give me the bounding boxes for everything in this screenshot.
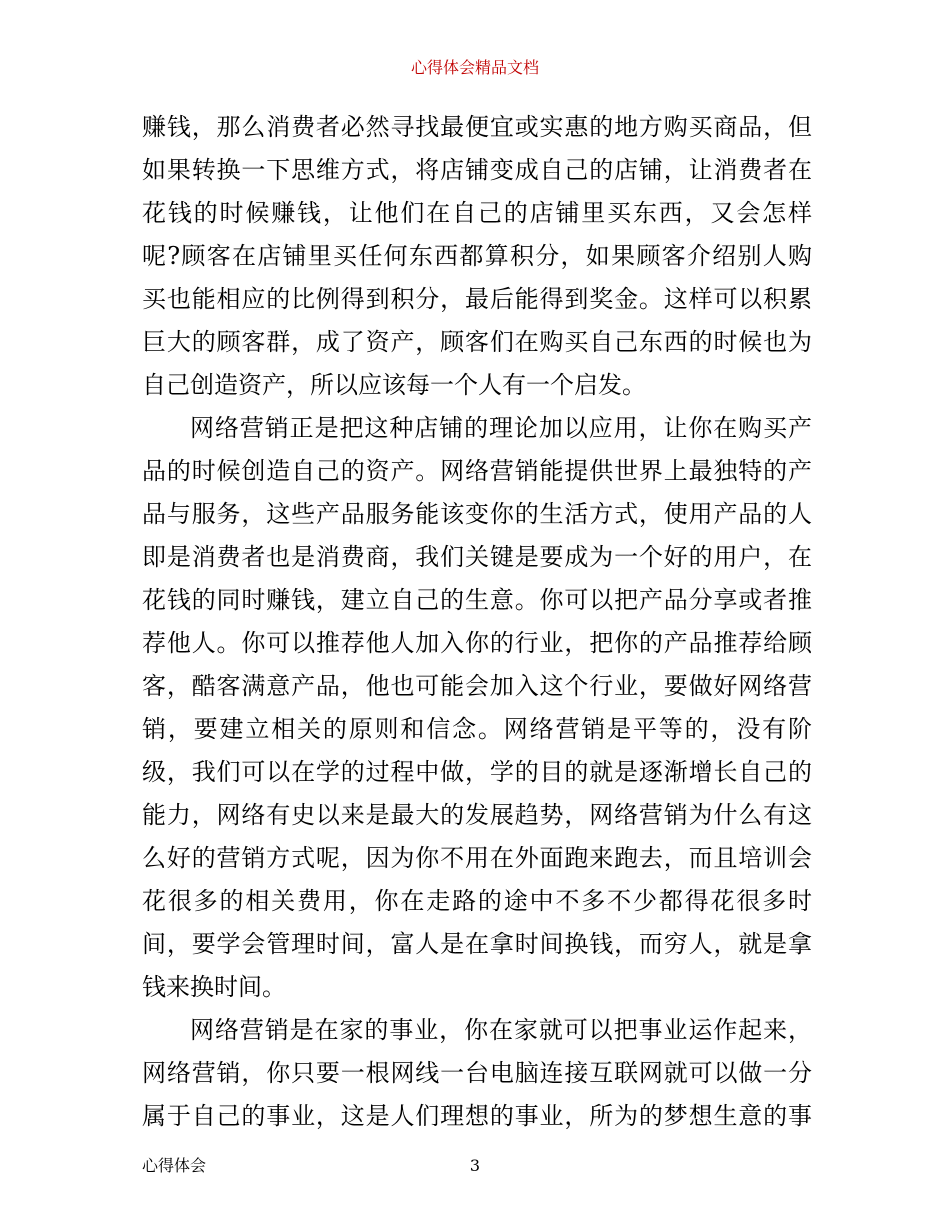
body-line: 品与服务，这些产品服务能该变你的生活方式，使用产品的人 [142,500,812,528]
body-line: 能力，网络有史以来是最大的发展趋势，网络营销为什么有这 [142,801,812,829]
footer-label: 心得体会 [142,1156,207,1175]
body-line: 呢?顾客在店铺里买任何东西都算积分，如果顾客介绍别人购 [142,242,812,270]
body-line: 巨大的顾客群，成了资产，顾客们在购买自己东西的时候也为 [142,328,812,356]
body-line: 赚钱，那么消费者必然寻找最便宜或实惠的地方购买商品，但 [142,113,812,141]
body-line: 花很多的相关费用，你在走路的途中不多不少都得花很多时 [142,887,812,915]
body-line: 间，要学会管理时间，富人是在拿时间换钱，而穷人，就是拿 [142,930,812,958]
body-line: 花钱的同时赚钱，建立自己的生意。你可以把产品分享或者推 [142,586,812,614]
body-line: 花钱的时候赚钱，让他们在自己的店铺里买东西，又会怎样 [142,199,812,227]
document-body [142,106,812,1138]
page-number: 3 [469,1156,481,1175]
body-line: 钱来换时间。 [142,973,286,1001]
body-line: 网络营销，你只要一根网线一台电脑连接互联网就可以做一分 [142,1059,812,1087]
body-line: 级，我们可以在学的过程中做，学的目的就是逐渐增长自己的 [142,758,812,786]
body-line: 么好的营销方式呢，因为你不用在外面跑来跑去，而且培训会 [142,844,812,872]
body-line: 客，酷客满意产品，他也可能会加入这个行业，要做好网络营 [142,672,812,700]
body-line: 网络营销是在家的事业，你在家就可以把事业运作起来， [190,1016,812,1044]
body-line: 属于自己的事业，这是人们理想的事业，所为的梦想生意的事 [142,1102,812,1130]
body-line: 荐他人。你可以推荐他人加入你的行业，把你的产品推荐给顾 [142,629,812,657]
body-line: 如果转换一下思维方式，将店铺变成自己的店铺，让消费者在 [142,156,812,184]
page-header-title: 心得体会精品文档 [410,58,539,77]
body-line: 品的时候创造自己的资产。网络营销能提供世界上最独特的产 [142,457,812,485]
body-line: 即是消费者也是消费商，我们关键是要成为一个好的用户，在 [142,543,812,571]
body-line: 买也能相应的比例得到积分，最后能得到奖金。这样可以积累 [142,285,812,313]
body-line: 自己创造资产，所以应该每一个人有一个启发。 [142,371,646,399]
body-line: 销，要建立相关的原则和信念。网络营销是平等的，没有阶 [142,715,812,743]
body-line: 网络营销正是把这种店铺的理论加以应用，让你在购买产 [190,414,812,442]
